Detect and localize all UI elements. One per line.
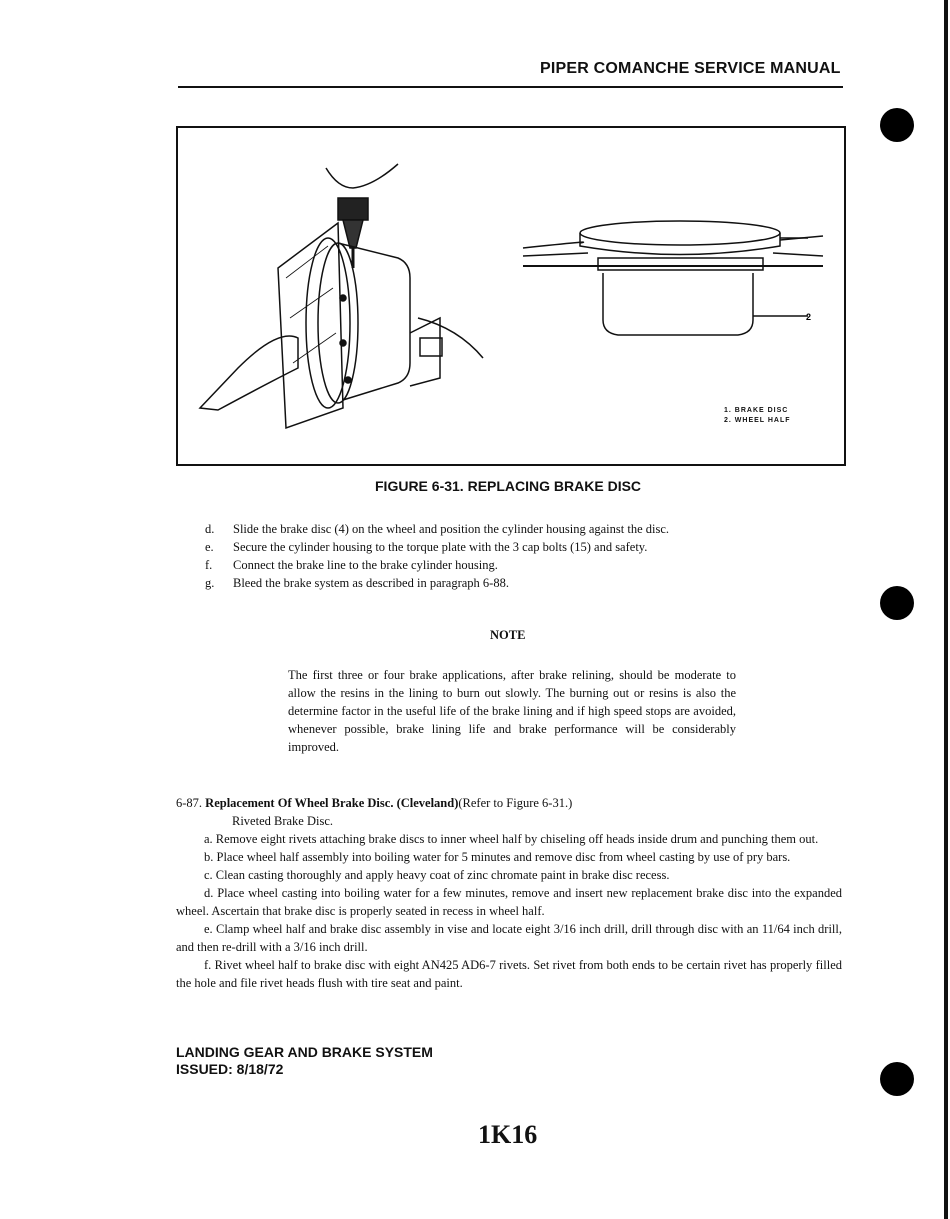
figure-legend: [724, 406, 791, 426]
step-row: [205, 574, 669, 592]
step-letter: e.: [205, 540, 214, 554]
binder-hole-top: [880, 108, 914, 142]
section-title: Replacement Of Wheel Brake Disc. (Cleveland): [205, 796, 459, 810]
footer-chapter: LANDING GEAR AND BRAKE SYSTEM: [176, 1044, 433, 1060]
procedure-steps: [205, 520, 669, 592]
step-row: [205, 556, 669, 574]
manual-header: PIPER COMANCHE SERVICE MANUAL: [540, 60, 841, 77]
section-heading: [176, 794, 842, 812]
section-subtitle: Riveted Brake Disc.: [232, 814, 334, 828]
legend-item: 1. BRAKE DISC: [724, 407, 789, 414]
scan-edge-line: [944, 0, 948, 1219]
binder-hole-bottom: [880, 1062, 914, 1096]
figure-callout-2: 2: [806, 312, 812, 322]
section-number: 6-87.: [176, 796, 203, 810]
section-item: e. Clamp wheel half and brake disc assembly in vise and locate eight 3/16 inch drill, drill through disc with an 11/64 inch drill, and then re-drill with a 3/16 inch drill.: [176, 922, 842, 954]
section-item: c. Clean casting thoroughly and apply heavy coat of zinc chromate paint in brake disc recess.: [204, 868, 670, 882]
section-item: f. Rivet wheel half to brake disc with eight AN425 AD6-7 rivets. Set rivet from both ends to be certain rivet has properly filled the hole and file rivet heads flush with tire seat and paint.: [176, 958, 842, 990]
step-letter: f.: [205, 558, 213, 572]
legend-item: 2. WHEEL HALF: [724, 417, 791, 424]
header-rule: [178, 86, 843, 88]
step-letter: d.: [205, 522, 215, 536]
note-body: The first three or four brake applications, after brake relining, should be moderate to allow the resins in the lining to burn out slowly. The burning out or resins is also the determine factor in the useful life of the brake lining and if high speed stops are avoided, whenever possible, brake lining life and brake performance will be considerably improved.: [288, 668, 736, 754]
step-row: [205, 520, 669, 538]
page-number: 1K16: [478, 1120, 538, 1149]
section-6-87: [176, 794, 842, 992]
figure-caption: FIGURE 6-31. REPLACING BRAKE DISC: [375, 478, 642, 494]
note-title: NOTE: [490, 628, 526, 642]
section-item: a. Remove eight rivets attaching brake discs to inner wheel half by chiseling off heads inside drum and punching them out.: [204, 832, 819, 846]
section-item: d. Place wheel casting into boiling water for a few minutes, remove and insert new replacement brake disc into the expanded wheel. Ascertain that brake disc is properly seated in recess in wheel half.: [176, 886, 842, 918]
wheel-half-drawing: [523, 221, 823, 335]
drill-and-wheel-drawing: [200, 164, 483, 428]
step-text: Slide the brake disc (4) on the wheel and position the cylinder housing against the disc.: [233, 522, 670, 536]
step-text: Connect the brake line to the brake cylinder housing.: [233, 558, 498, 572]
step-letter: g.: [205, 576, 215, 590]
step-text: Secure the cylinder housing to the torque plate with the 3 cap bolts (15) and safety.: [233, 540, 648, 554]
section-item: b. Place wheel half assembly into boiling water for 5 minutes and remove disc from wheel casting by use of pry bars.: [204, 850, 791, 864]
binder-hole-middle: [880, 586, 914, 620]
page-footer: [176, 1044, 433, 1078]
footer-issued-date: ISSUED: 8/18/72: [176, 1061, 284, 1077]
step-text: Bleed the brake system as described in paragraph 6-88.: [233, 576, 509, 590]
step-row: [205, 538, 669, 556]
section-reference: (Refer to Figure 6-31.): [458, 796, 573, 810]
